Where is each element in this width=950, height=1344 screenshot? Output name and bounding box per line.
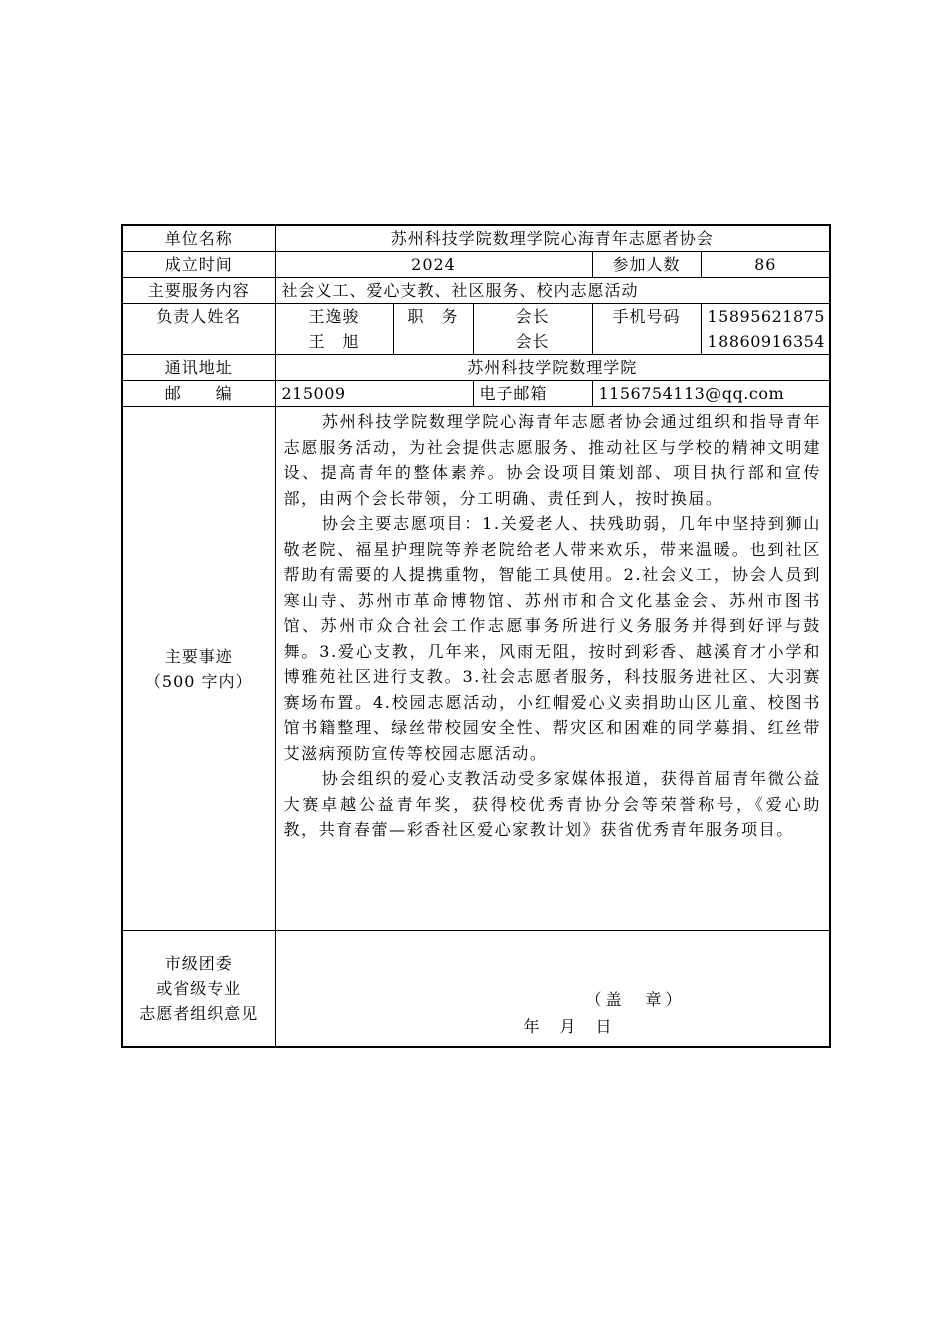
position-label: 职 务 — [393, 304, 473, 355]
postcode-value: 215009 — [275, 381, 473, 407]
unit-name-value: 苏州科技学院数理学院心海青年志愿者协会 — [275, 225, 830, 252]
leader-phones — [701, 304, 830, 355]
deeds-label-line-1: 主要事迹 — [164, 646, 233, 666]
seal-text: （盖 章） — [585, 990, 686, 1009]
services-label: 主要服务内容 — [122, 278, 275, 304]
leader-phone-2: 18860916354 — [707, 332, 825, 351]
founded-value: 2024 — [275, 252, 592, 278]
deeds-paragraph-1: 苏州科技学院数理学院心海青年志愿者协会通过组织和指导青年志愿服务活动，为社会提供志愿服务、推动社区与学校的精神文明建设、提高青年的整体素养。协会设项目策划部、项目执行部和宣传部，由两个会长带领，分工明确、责任到人，按时换届。 — [283, 412, 822, 508]
deeds-paragraph-2: 协会主要志愿项目：1.关爱老人、扶残助弱，几年中坚持到狮山敬老院、福星护理院等养老院给老人带来欢乐，带来温暖。也到社区帮助有需要的人提携重物，智能工具使用。2.社会义工，协会人员到寒山寺、苏州市革命博物馆、苏州市和合文化基金会、苏州市图书馆、苏州市众合社会工作志愿事务所进行义务服务并得到好评与鼓舞。3.爱心支教，几年来，风雨无阻，按时到彩香、越溪育才小学和博雅苑社区进行支教。3.社会志愿者服务，科技服务进社区、大羽赛赛场布置。4.校园志愿活动，小红帽爱心义卖捐助山区儿童、校图书馆书籍整理、绿丝带校园安全性、帮灾区和困难的同学募捐、红丝带艾滋病预防宣传等校园志愿活动。 — [283, 514, 822, 763]
address-label: 通讯地址 — [122, 355, 275, 381]
address-value: 苏州科技学院数理学院 — [275, 355, 830, 381]
leader-names — [275, 304, 393, 355]
email-value: 1156754113@qq.com — [592, 381, 830, 407]
opinion-label-line-2: 或省级专业 — [156, 979, 242, 998]
deeds-label-line-2: （500 字内） — [144, 671, 253, 691]
signature-area — [276, 931, 830, 1046]
date-text: 年 月 日 — [523, 1017, 614, 1036]
deeds-content — [275, 407, 830, 931]
opinion-label-line-3: 志愿者组织意见 — [139, 1004, 259, 1023]
leader-position-1: 会长 — [515, 307, 550, 326]
leader-positions — [473, 304, 592, 355]
leader-phone-1: 15895621875 — [707, 307, 825, 326]
email-label: 电子邮箱 — [473, 381, 592, 407]
opinion-label — [122, 931, 275, 1048]
phone-label: 手机号码 — [592, 304, 701, 355]
postcode-label: 邮 编 — [122, 381, 275, 407]
participants-label: 参加人数 — [592, 252, 701, 278]
opinion-label-line-1: 市级团委 — [164, 954, 233, 973]
application-form-table — [121, 224, 831, 1048]
leader-name-1: 王逸骏 — [308, 307, 360, 326]
services-value: 社会义工、爱心支教、社区服务、校内志愿活动 — [275, 278, 830, 304]
unit-name-label: 单位名称 — [122, 225, 275, 252]
deeds-paragraph-3: 协会组织的爱心支教活动受多家媒体报道，获得首届青年微公益大赛卓越公益青年奖，获得校优秀青协分会等荣誉称号，《爱心助教，共育春蕾—彩香社区爱心家教计划》获省优秀青年服务项目。 — [283, 769, 822, 839]
founded-label: 成立时间 — [122, 252, 275, 278]
participants-value: 86 — [701, 252, 830, 278]
opinion-content — [275, 931, 830, 1048]
leader-position-2: 会长 — [515, 332, 550, 351]
leader-name-2: 王 旭 — [308, 332, 360, 351]
leader-label: 负责人姓名 — [122, 304, 275, 355]
deeds-label — [122, 407, 275, 931]
